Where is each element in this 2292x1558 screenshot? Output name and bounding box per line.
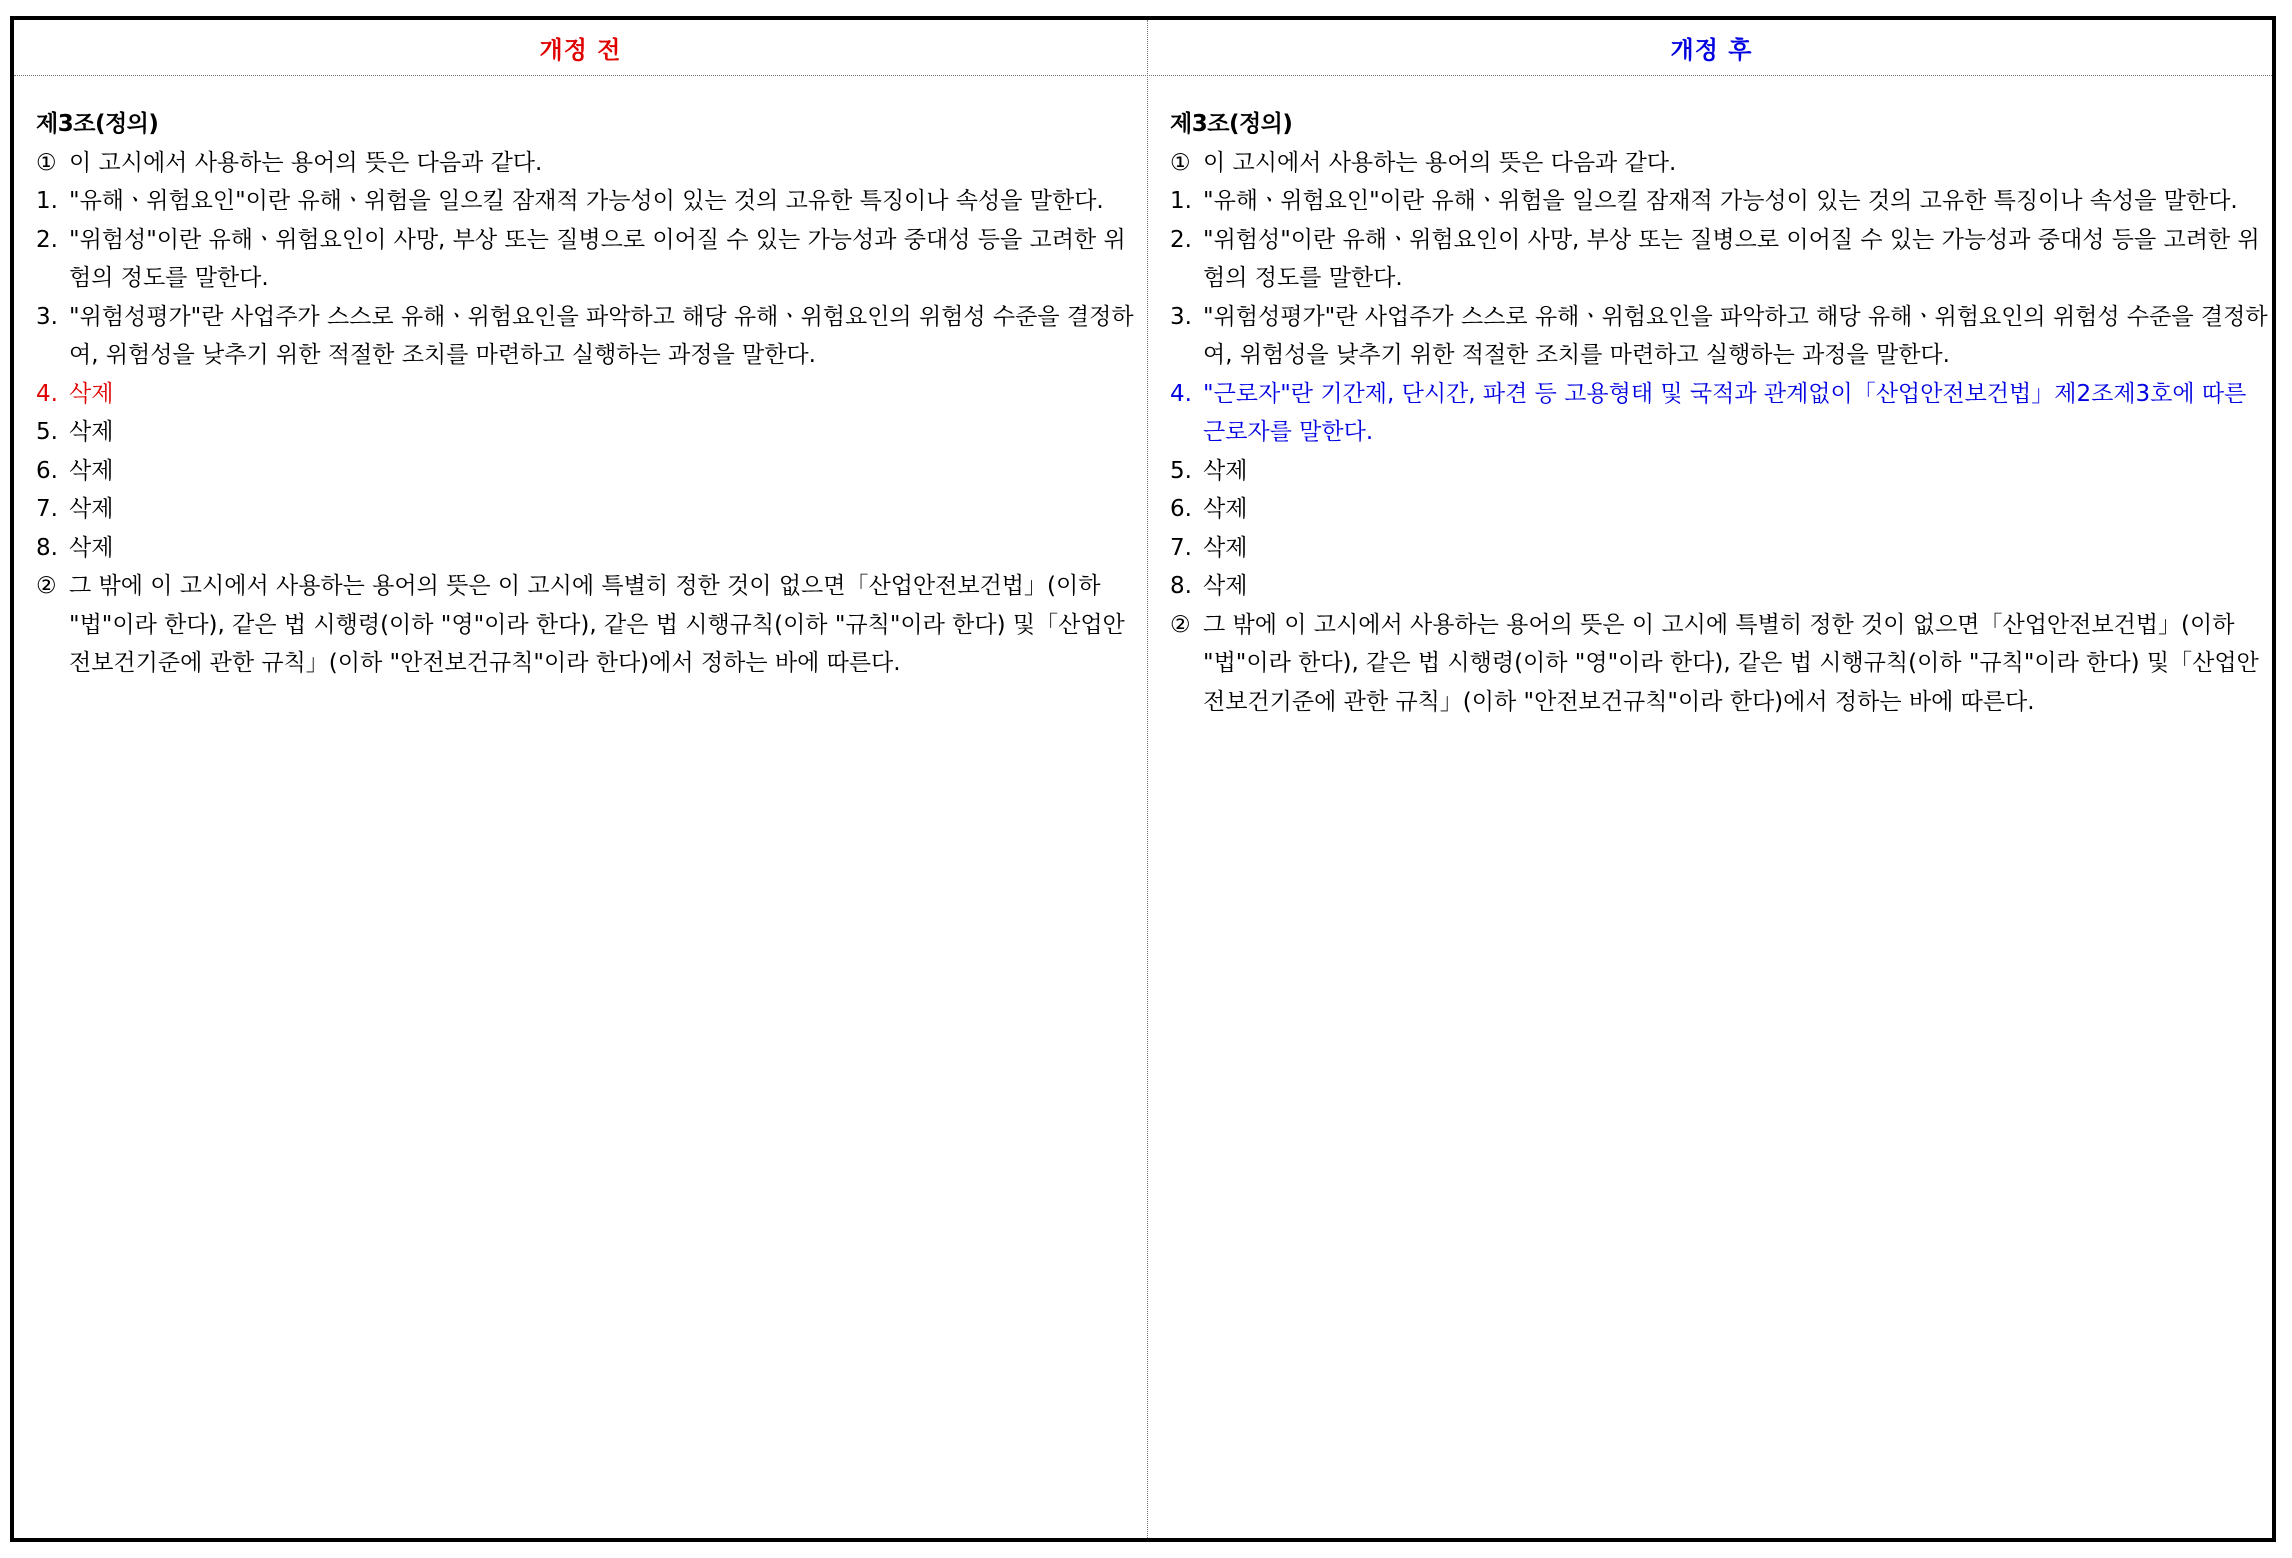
item-number: 4. <box>36 380 58 407</box>
clause-text: 이 고시에서 사용하는 용어의 뜻은 다음과 같다. <box>1203 149 1677 176</box>
item-text: "유해ㆍ위험요인"이란 유해ㆍ위험을 일으킬 잠재적 가능성이 있는 것의 고유한 특징이나 속성을 말한다. <box>69 188 1104 214</box>
item-number: 8. <box>36 534 58 561</box>
item-text: 삭제 <box>1203 534 1248 561</box>
comparison-table <box>10 16 2276 1542</box>
definition-item-5 <box>36 413 1144 452</box>
item-number: 7. <box>36 496 58 522</box>
item-text: 삭제 <box>69 419 114 445</box>
clause-mark: ② <box>36 573 57 599</box>
clause-mark: ① <box>1170 149 1191 176</box>
item-number: 2. <box>1170 226 1192 253</box>
item-number: 8. <box>1170 573 1192 599</box>
item-number: 3. <box>1170 303 1192 330</box>
item-text: 삭제 <box>1203 573 1248 599</box>
definition-item-3 <box>36 298 1144 375</box>
clause-text: 이 고시에서 사용하는 용어의 뜻은 다음과 같다. <box>69 149 543 176</box>
column-after <box>1170 105 2274 721</box>
item-number: 1. <box>36 188 58 214</box>
item-text: 삭제 <box>1203 496 1248 522</box>
item-number: 3. <box>36 303 58 330</box>
item-text: 삭제 <box>69 380 114 407</box>
definition-item-2 <box>36 221 1144 298</box>
item-text: "위험성"이란 유해ㆍ위험요인이 사망, 부상 또는 질병으로 이어질 수 있는 가능성과 중대성 등을 고려한 위험의 정도를 말한다. <box>1203 226 2260 291</box>
article-title: 제3조(정의) <box>36 111 159 137</box>
definition-item-5 <box>1170 452 2274 491</box>
definition-item-7 <box>1170 529 2274 568</box>
item-text: 삭제 <box>1203 457 1248 484</box>
definition-item-6 <box>36 452 1144 491</box>
definition-item-2 <box>1170 221 2274 298</box>
clause-mark: ② <box>1170 611 1191 638</box>
definition-item-3 <box>1170 298 2274 375</box>
header-before: 개정 전 <box>539 36 622 64</box>
definition-item-4-deleted <box>36 375 1144 414</box>
item-text: "유해ㆍ위험요인"이란 유해ㆍ위험을 일으킬 잠재적 가능성이 있는 것의 고유한 특징이나 속성을 말한다. <box>1203 188 2238 214</box>
definition-item-4-added <box>1170 375 2274 452</box>
clause-text: 그 밖에 이 고시에서 사용하는 용어의 뜻은 이 고시에 특별히 정한 것이 없으면「산업안전보건법」(이하 "법"이라 한다), 같은 법 시행령(이하 "영"이라 한다), 같은 법 시행규칙(이하 "규칙"이라 한다) 및「산업안전보건기준에 관한 규칙」(이하 "안전보건규칙"이라 한다)에서 정하는 바에 따른다. <box>1203 611 2259 715</box>
definition-item-1 <box>36 182 1144 221</box>
item-text: 삭제 <box>69 457 114 484</box>
header-after: 개정 후 <box>1670 36 1753 64</box>
column-divider <box>1147 20 1148 1538</box>
definition-item-8 <box>36 529 1144 568</box>
clause-mark: ① <box>36 149 57 176</box>
item-text: "근로자"란 기간제, 단시간, 파견 등 고용형태 및 국적과 관계없이「산업안전보건법」제2조제3호에 따른 근로자를 말한다. <box>1203 380 2247 445</box>
header-divider <box>14 75 2272 76</box>
clause-2 <box>1170 606 2274 722</box>
definition-item-6 <box>1170 490 2274 529</box>
clause-1 <box>36 144 1144 183</box>
item-text: 삭제 <box>69 534 114 561</box>
clause-1 <box>1170 144 2274 183</box>
item-number: 6. <box>1170 496 1192 522</box>
item-text: "위험성평가"란 사업주가 스스로 유해ㆍ위험요인을 파악하고 해당 유해ㆍ위험요인의 위험성 수준을 결정하여, 위험성을 낮추기 위한 적절한 조치를 마련하고 실행하는 과정을 말한다. <box>69 303 1134 368</box>
item-number: 5. <box>1170 457 1192 484</box>
item-number: 2. <box>36 226 58 253</box>
definition-item-7 <box>36 490 1144 529</box>
clause-2 <box>36 567 1144 683</box>
definition-item-1 <box>1170 182 2274 221</box>
item-number: 4. <box>1170 380 1192 407</box>
item-number: 1. <box>1170 188 1192 214</box>
clause-text: 그 밖에 이 고시에서 사용하는 용어의 뜻은 이 고시에 특별히 정한 것이 없으면「산업안전보건법」(이하 "법"이라 한다), 같은 법 시행령(이하 "영"이라 한다), 같은 법 시행규칙(이하 "규칙"이라 한다) 및「산업안전보건기준에 관한 규칙」(이하 "안전보건규칙"이라 한다)에서 정하는 바에 따른다. <box>69 573 1125 676</box>
item-number: 7. <box>1170 534 1192 561</box>
item-number: 5. <box>36 419 58 445</box>
item-number: 6. <box>36 457 58 484</box>
definition-item-8 <box>1170 567 2274 606</box>
article-title: 제3조(정의) <box>1170 111 1293 137</box>
item-text: "위험성"이란 유해ㆍ위험요인이 사망, 부상 또는 질병으로 이어질 수 있는 가능성과 중대성 등을 고려한 위험의 정도를 말한다. <box>69 226 1126 291</box>
item-text: "위험성평가"란 사업주가 스스로 유해ㆍ위험요인을 파악하고 해당 유해ㆍ위험요인의 위험성 수준을 결정하여, 위험성을 낮추기 위한 적절한 조치를 마련하고 실행하는 과정을 말한다. <box>1203 303 2268 368</box>
item-text: 삭제 <box>69 496 114 522</box>
column-before <box>36 105 1144 683</box>
